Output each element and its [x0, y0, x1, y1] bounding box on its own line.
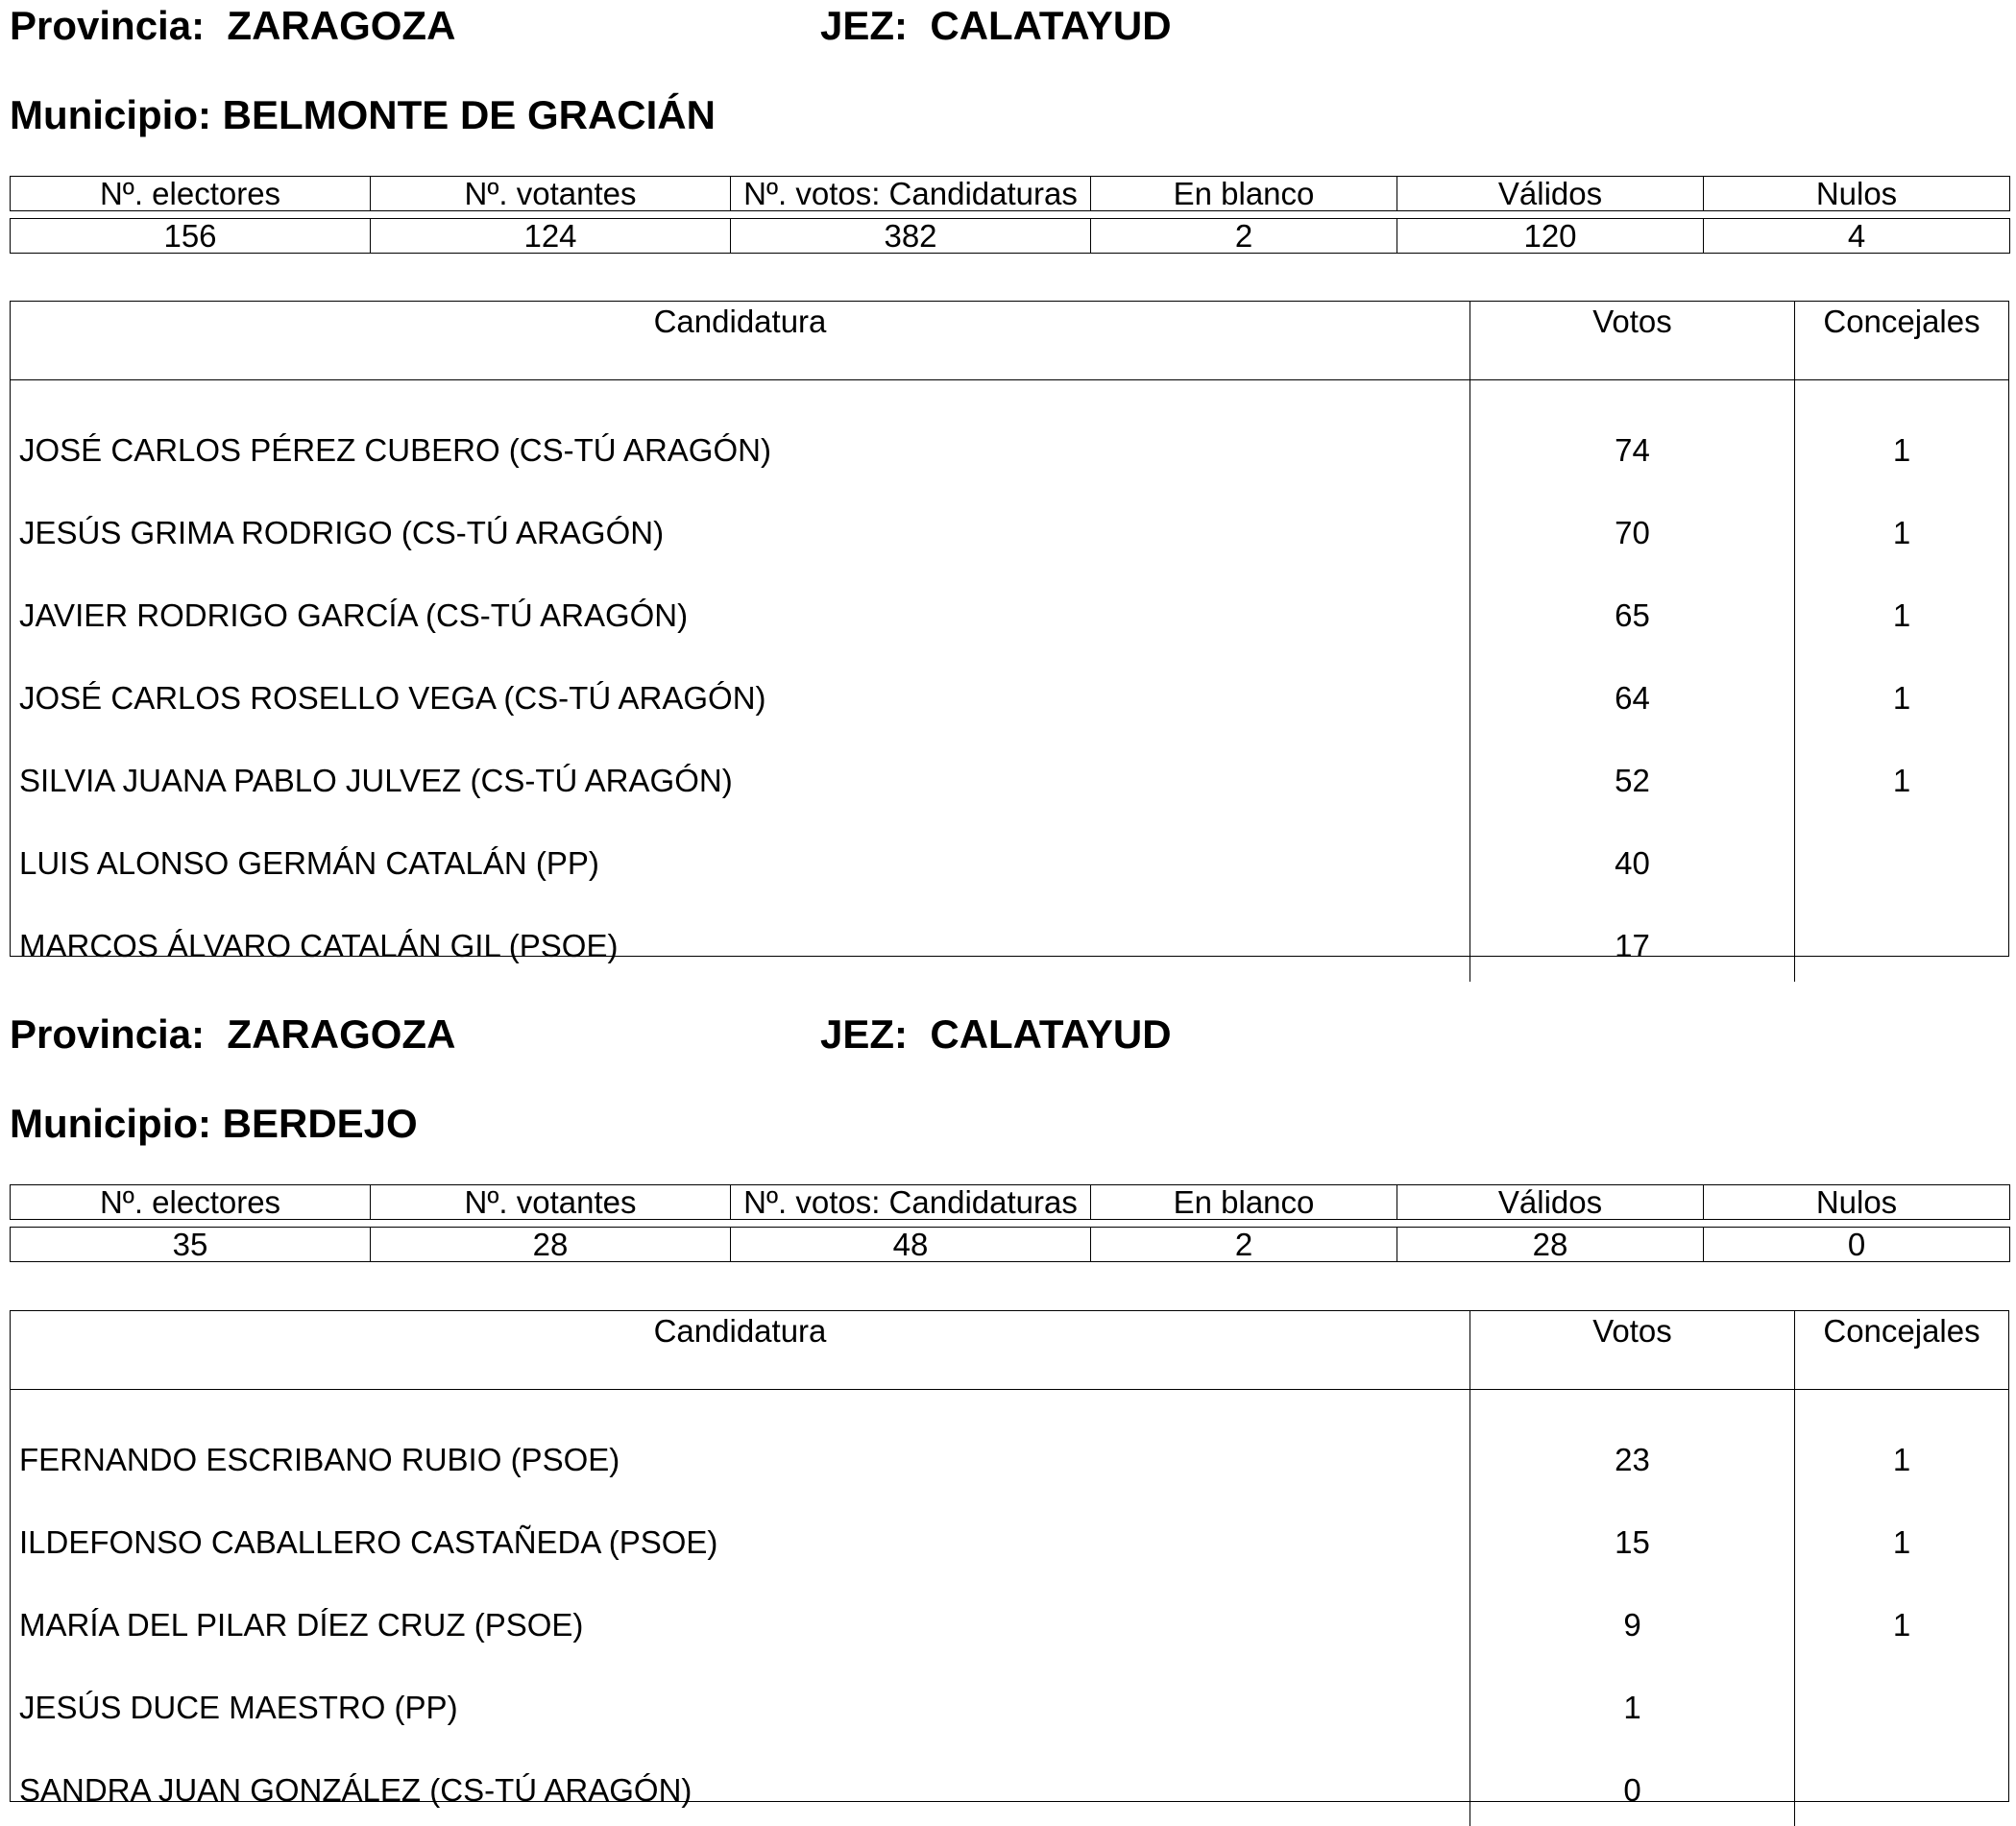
provincia-heading — [10, 3, 456, 48]
stats-value-electores: 156 — [11, 219, 371, 254]
stats-header-votos-candidaturas: Nº. votos: Candidaturas — [731, 177, 1091, 211]
stats-header-nulos: Nulos — [1704, 1185, 2010, 1220]
candidate-concejales: 1 — [1794, 1496, 2008, 1578]
stats-header-row — [11, 177, 2010, 211]
candidate-concejales: 1 — [1794, 1578, 2008, 1661]
stats-header-electores: Nº. electores — [11, 177, 371, 211]
candidate-row — [11, 1661, 2008, 1743]
candidate-votos: 9 — [1469, 1578, 1794, 1661]
candidate-name: SANDRA JUAN GONZÁLEZ (CS-TÚ ARAGÓN) — [19, 1772, 692, 1808]
provincia-label: Provincia: — [10, 3, 206, 48]
provincia-value: ZARAGOZA — [227, 3, 456, 48]
provincia-label: Provincia: — [10, 1011, 206, 1057]
header-concejales: Concejales — [1794, 1311, 2008, 1389]
candidate-votos: 64 — [1469, 651, 1794, 734]
jez-heading — [820, 3, 1172, 48]
candidate-row — [11, 651, 2008, 734]
stats-header-electores: Nº. electores — [11, 1185, 371, 1220]
stats-value-votos-candidaturas: 48 — [731, 1228, 1091, 1262]
candidate-concejales: 1 — [1794, 569, 2008, 651]
candidate-concejales: 1 — [1794, 1413, 2008, 1496]
stats-value-en-blanco: 2 — [1091, 1228, 1397, 1262]
candidates-header-row — [11, 1311, 2008, 1390]
stats-value-electores: 35 — [11, 1228, 371, 1262]
candidate-concejales — [1794, 1661, 2008, 1743]
candidate-votos: 65 — [1469, 569, 1794, 651]
stats-header-table — [10, 176, 2010, 211]
header-votos: Votos — [1469, 1311, 1794, 1389]
stats-header-validos: Válidos — [1397, 1185, 1704, 1220]
candidate-concejales — [1794, 899, 2008, 982]
candidate-concejales: 1 — [1794, 651, 2008, 734]
stats-value-table — [10, 1227, 2010, 1262]
candidates-table — [10, 1310, 2009, 1808]
candidate-row — [11, 816, 2008, 899]
stats-header-votos-candidaturas: Nº. votos: Candidaturas — [731, 1185, 1091, 1220]
provincia-heading — [10, 1011, 456, 1057]
candidate-concejales — [1794, 1743, 2008, 1826]
stats-header-validos: Válidos — [1397, 177, 1704, 211]
jez-heading — [820, 1011, 1172, 1057]
candidate-row — [11, 899, 2008, 982]
stats-header-en-blanco: En blanco — [1091, 177, 1397, 211]
candidate-row — [11, 1743, 2008, 1826]
candidate-concejales — [1794, 816, 2008, 899]
candidate-name: JOSÉ CARLOS ROSELLO VEGA (CS-TÚ ARAGÓN) — [19, 680, 766, 716]
stats-value-votos-candidaturas: 382 — [731, 219, 1091, 254]
candidate-row — [11, 1413, 2008, 1496]
candidate-concejales: 1 — [1794, 403, 2008, 486]
stats-header-votantes: Nº. votantes — [371, 1185, 731, 1220]
header-votos: Votos — [1469, 302, 1794, 379]
stats-header-nulos: Nulos — [1704, 177, 2010, 211]
candidate-votos: 17 — [1469, 899, 1794, 982]
stats-value-votantes: 124 — [371, 219, 731, 254]
municipio-label: Municipio: — [10, 1101, 211, 1146]
municipio-heading — [10, 92, 716, 137]
header-concejales: Concejales — [1794, 302, 2008, 379]
candidate-row — [11, 569, 2008, 651]
candidate-row — [11, 486, 2008, 569]
provincia-value: ZARAGOZA — [227, 1011, 456, 1057]
candidate-name: MARCOS ÁLVARO CATALÁN GIL (PSOE) — [19, 928, 619, 963]
candidate-votos: 15 — [1469, 1496, 1794, 1578]
stats-value-validos: 28 — [1397, 1228, 1704, 1262]
municipio-value: BERDEJO — [222, 1101, 418, 1146]
stats-value-votantes: 28 — [371, 1228, 731, 1262]
stats-header-table — [10, 1184, 2010, 1220]
candidate-concejales: 1 — [1794, 734, 2008, 816]
jez-label: JEZ: — [820, 3, 909, 48]
header-candidatura: Candidatura — [653, 304, 827, 339]
candidates-header-row — [11, 302, 2008, 380]
candidate-votos: 1 — [1469, 1661, 1794, 1743]
stats-header-votantes: Nº. votantes — [371, 177, 731, 211]
stats-value-en-blanco: 2 — [1091, 219, 1397, 254]
candidate-name: JESÚS GRIMA RODRIGO (CS-TÚ ARAGÓN) — [19, 515, 665, 550]
stats-value-row — [11, 219, 2010, 254]
stats-value-nulos: 4 — [1704, 219, 2010, 254]
candidate-name: MARÍA DEL PILAR DÍEZ CRUZ (PSOE) — [19, 1607, 584, 1643]
stats-header-en-blanco: En blanco — [1091, 1185, 1397, 1220]
candidate-votos: 74 — [1469, 403, 1794, 486]
header-candidatura: Candidatura — [653, 1313, 827, 1349]
candidate-name: LUIS ALONSO GERMÁN CATALÁN (PP) — [19, 845, 599, 881]
candidate-name: FERNANDO ESCRIBANO RUBIO (PSOE) — [19, 1442, 620, 1477]
stats-header-row — [11, 1185, 2010, 1220]
candidate-votos: 0 — [1469, 1743, 1794, 1826]
stats-value-table — [10, 218, 2010, 254]
candidate-votos: 52 — [1469, 734, 1794, 816]
candidate-name: ILDEFONSO CABALLERO CASTAÑEDA (PSOE) — [19, 1524, 718, 1560]
candidate-row — [11, 1578, 2008, 1661]
candidate-concejales: 1 — [1794, 486, 2008, 569]
candidate-row — [11, 1496, 2008, 1578]
candidate-votos: 70 — [1469, 486, 1794, 569]
jez-value: CALATAYUD — [930, 1011, 1172, 1057]
candidate-name: JOSÉ CARLOS PÉREZ CUBERO (CS-TÚ ARAGÓN) — [19, 432, 771, 468]
stats-value-nulos: 0 — [1704, 1228, 2010, 1262]
candidate-row — [11, 403, 2008, 486]
candidate-name: SILVIA JUANA PABLO JULVEZ (CS-TÚ ARAGÓN) — [19, 763, 733, 798]
candidate-votos: 40 — [1469, 816, 1794, 899]
stats-value-row — [11, 1228, 2010, 1262]
candidate-row — [11, 734, 2008, 816]
candidate-votos: 23 — [1469, 1413, 1794, 1496]
candidate-name: JESÚS DUCE MAESTRO (PP) — [19, 1690, 458, 1725]
municipio-value: BELMONTE DE GRACIÁN — [222, 92, 716, 137]
jez-value: CALATAYUD — [930, 3, 1172, 48]
candidate-name: JAVIER RODRIGO GARCÍA (CS-TÚ ARAGÓN) — [19, 597, 689, 633]
candidates-table — [10, 301, 2009, 963]
stats-value-validos: 120 — [1397, 219, 1704, 254]
jez-label: JEZ: — [820, 1011, 909, 1057]
municipio-label: Municipio: — [10, 92, 211, 137]
municipio-heading — [10, 1101, 418, 1146]
